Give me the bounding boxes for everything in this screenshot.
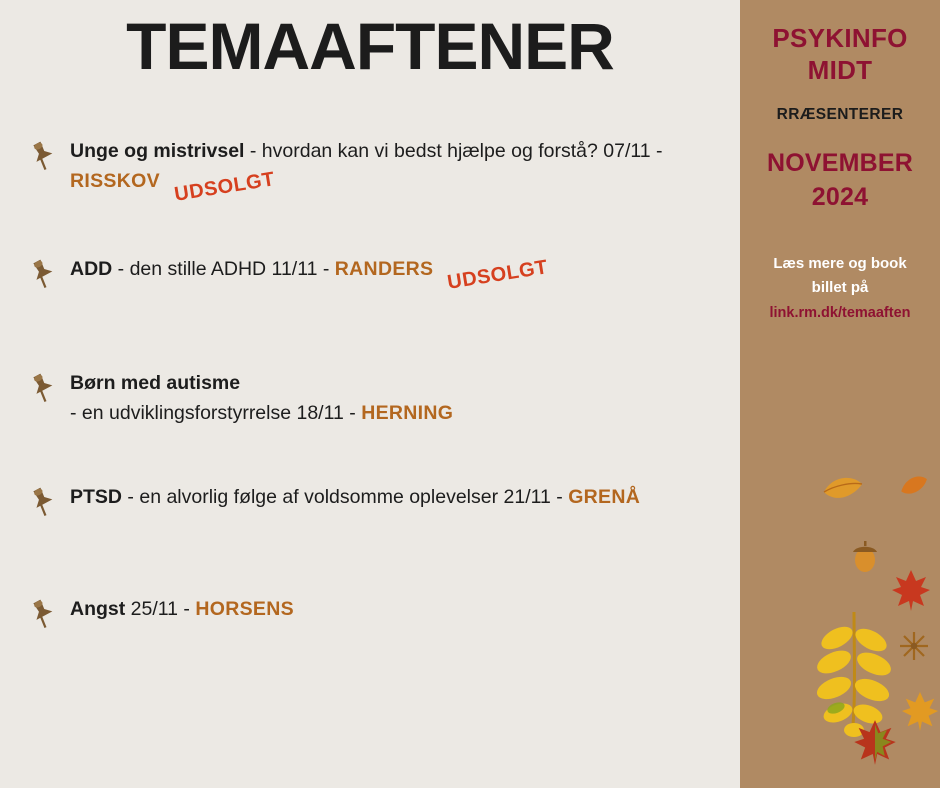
event-text <box>60 368 453 428</box>
pushpin-icon <box>26 596 60 630</box>
list-item <box>0 368 740 430</box>
event-text <box>60 594 294 624</box>
event-desc: - hvordan kan vi bedst hjælpe og forstå? 07/11 - <box>244 140 663 162</box>
event-title: ADD <box>70 258 113 280</box>
pushpin-icon <box>26 256 60 290</box>
event-desc: - den stille ADHD 11/11 - <box>112 258 335 280</box>
status-badge: UDSOLGT <box>172 168 277 206</box>
event-title: Børn med autisme <box>70 372 241 394</box>
pushpin-icon <box>26 138 60 172</box>
star-anise-icon <box>898 630 930 667</box>
maple-leaf-icon <box>900 690 940 737</box>
event-city: GRENÅ <box>568 486 641 508</box>
event-list <box>0 136 740 696</box>
leaf-icon <box>818 470 868 515</box>
booking-text-line-2: billet på <box>811 279 869 296</box>
event-text <box>60 254 550 294</box>
event-city: HERNING <box>361 402 454 424</box>
pushpin-icon <box>26 484 60 518</box>
list-item <box>0 482 740 544</box>
event-text <box>60 136 710 206</box>
year-label: 2024 <box>811 183 869 211</box>
brand-line-2: MIDT <box>807 55 873 85</box>
event-desc: - en alvorlig følge af voldsomme oplevelser 21/11 - <box>122 486 569 508</box>
brand-line-1: PSYKINFO <box>772 23 908 53</box>
presents-label: RRÆSENTERER <box>776 106 904 123</box>
sidebar <box>740 0 940 788</box>
booking-link[interactable]: link.rm.dk/temaaften <box>769 305 911 321</box>
pushpin-icon <box>26 370 60 404</box>
event-title: Angst <box>70 598 126 620</box>
event-city: RANDERS <box>334 258 434 280</box>
event-city: HORSENS <box>195 598 294 620</box>
leaf-icon <box>894 466 932 509</box>
sidebar-content <box>740 0 940 324</box>
maple-leaf-icon <box>852 718 898 771</box>
event-title: Unge og mistrivsel <box>70 140 245 162</box>
list-item <box>0 594 740 656</box>
list-item <box>0 136 740 206</box>
month-label: NOVEMBER <box>766 149 914 177</box>
list-item <box>0 254 740 316</box>
event-title: PTSD <box>70 486 123 508</box>
event-city: RISSKOV <box>70 170 160 192</box>
page-title: TEMAAFTENER <box>126 9 614 83</box>
event-desc: - en udviklingsforstyrrelse 18/11 - <box>70 402 362 424</box>
acorn-icon <box>848 538 882 579</box>
event-desc: 25/11 - <box>125 598 196 620</box>
status-badge: UDSOLGT <box>446 256 550 294</box>
event-text <box>60 482 640 512</box>
booking-text-line-1: Læs mere og book <box>773 255 907 272</box>
